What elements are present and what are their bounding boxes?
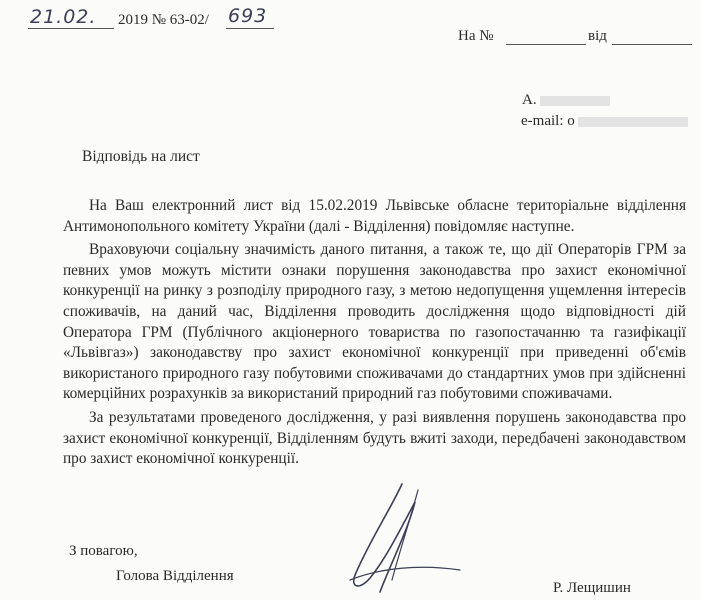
recipient-name: А. bbox=[522, 92, 610, 109]
signature-icon bbox=[330, 480, 470, 600]
outgoing-date-handwritten: 21.02. bbox=[30, 6, 97, 28]
incoming-date-line bbox=[612, 44, 692, 45]
letter-body bbox=[63, 196, 686, 470]
outgoing-number-line bbox=[226, 28, 274, 29]
incoming-date-label: від bbox=[588, 28, 607, 44]
incoming-number-line bbox=[506, 44, 586, 45]
closing-regards: З повагою, bbox=[69, 543, 138, 559]
closing-position: Голова Відділення bbox=[116, 568, 234, 584]
outgoing-year-number: 2019 № 63-02/ bbox=[118, 12, 209, 28]
outgoing-number-handwritten: 693 bbox=[228, 5, 268, 27]
redacted-email-mark bbox=[578, 117, 688, 127]
redacted-name-mark bbox=[540, 96, 610, 106]
body-paragraph-2: Враховуючи соціальну значимість даного питання, а також те, що дії Операторів ГРМ за певних умов можуть містити ознаки порушення законодавства про захист економічної конкуренції на ринку з розподілу природного газу, з метою недопущення ущемлення інтересів споживачів, на даний час, Відділення проводить дослідження щодо відповідності дій Оператора ГРМ (Публічного акціонерного товариства по газопостачанню та газифікації «Львівгаз») законодавству про захист економічної конкуренції при приведенні об'ємів використаного природного газу побутовими споживачами до стандартних умов при здійсненні комерційних розрахунків за використаний природний газ побутовими споживачами. bbox=[63, 241, 686, 403]
outgoing-date-line bbox=[28, 28, 114, 29]
recipient-email: e-mail: о bbox=[521, 113, 688, 130]
closing-signer-name: Р. Лещишин bbox=[553, 580, 631, 596]
incoming-number-label: На № bbox=[458, 28, 494, 44]
body-paragraph-3: За результатами проведеного дослідження, у разі виявлення порушень законодавства про захист економічної конкуренції, Відділенням будуть вжиті заходи, передбачені законодавством про захист економічної конкуренції. bbox=[63, 408, 686, 468]
letter-subject: Відповідь на лист bbox=[82, 148, 200, 165]
body-paragraph-1: На Ваш електронний лист від 15.02.2019 Львівське обласне територіальне відділення Антимонопольного комітету України (далі - Відділення) повідомляє наступне. bbox=[63, 197, 686, 235]
